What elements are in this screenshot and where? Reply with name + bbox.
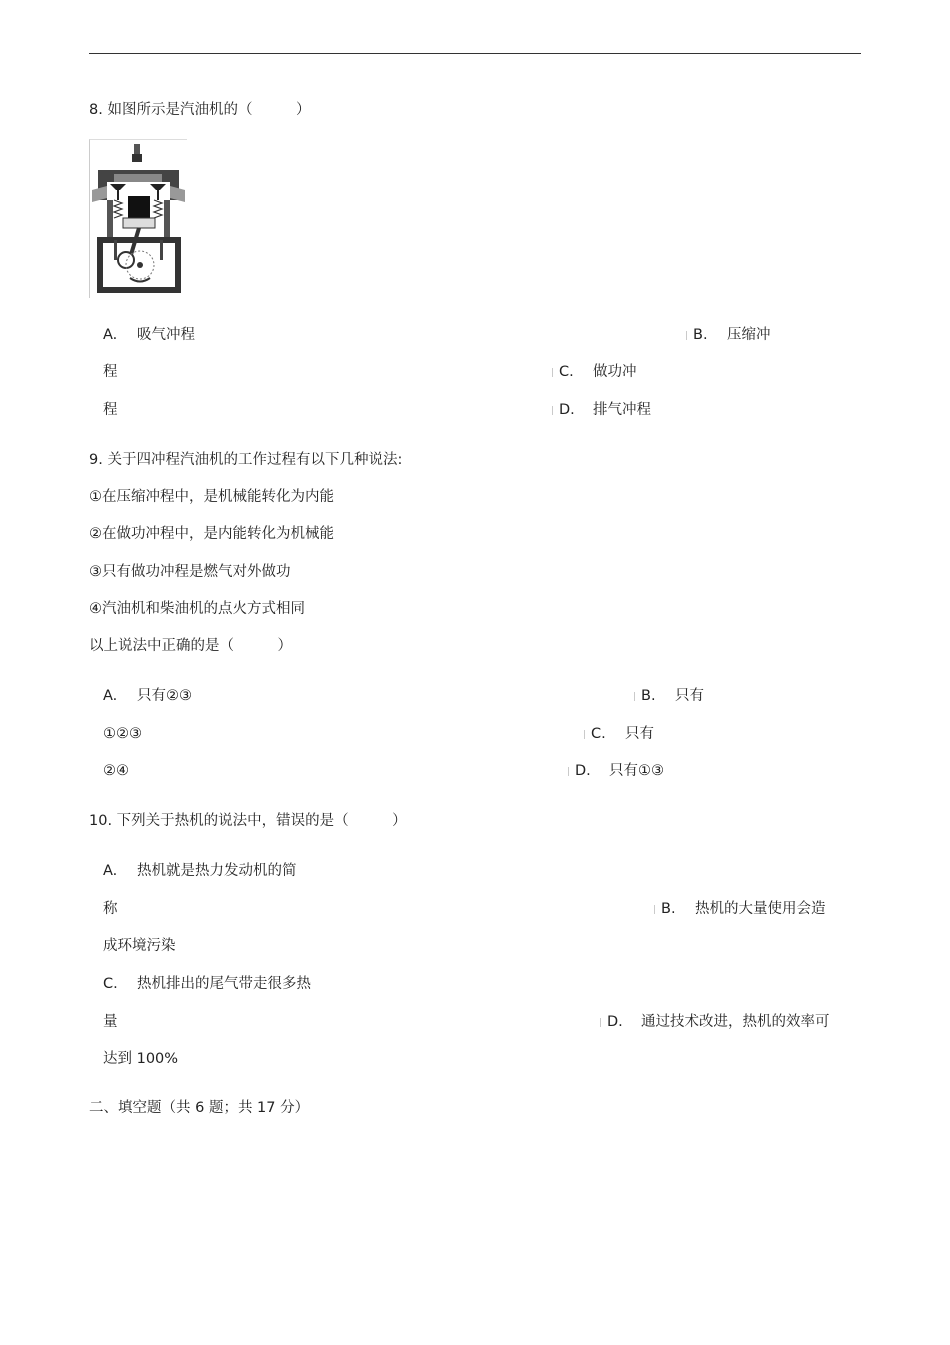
q8-option-d-letter: D. [559, 402, 575, 418]
q9-option-b-letter: B. [641, 688, 656, 704]
q9-option-c-text: 只有 [625, 726, 654, 742]
header-rule [89, 53, 861, 54]
option-marker-icon: | [583, 730, 587, 740]
q9-ask: 以上说法中正确的是（ ） [89, 638, 292, 654]
q9-option-b[interactable] [641, 687, 704, 705]
q10-option-c-cont: 量 [103, 1014, 118, 1030]
q9-option-c-letter: C. [591, 726, 606, 742]
q9-option-c-cont: ②④ [103, 763, 129, 779]
q9-statement-1: ①在压缩冲程中，是机械能转化为内能 [89, 489, 334, 505]
q10-stem: 10. 下列关于热机的说法中，错误的是（ ） [89, 813, 407, 829]
q9-option-a-letter: A. [103, 688, 118, 704]
q10-option-a-letter: A. [103, 863, 118, 879]
q10-option-b-letter: B. [661, 901, 676, 917]
q9-option-b-text: 只有 [675, 688, 704, 704]
engine-diagram-icon [90, 140, 187, 298]
q9-option-d-text: 只有①③ [609, 763, 664, 779]
q8-option-d-text: 排气冲程 [593, 402, 651, 418]
q8-option-c-text: 做功冲 [593, 364, 637, 380]
section-2-title: 二、填空题（共 6 题；共 17 分） [89, 1100, 310, 1116]
option-marker-icon: | [653, 905, 657, 915]
q8-option-c-letter: C. [559, 364, 574, 380]
q9-statement-3: ③只有做功冲程是燃气对外做功 [89, 564, 291, 580]
q10-option-d[interactable] [607, 1013, 830, 1031]
q9-option-d-letter: D. [575, 763, 591, 779]
q8-option-d[interactable] [559, 401, 651, 419]
q10-option-a[interactable] [103, 862, 297, 880]
q9-option-b-cont: ①②③ [103, 726, 142, 742]
option-marker-icon: | [685, 331, 689, 341]
q9-option-d[interactable] [575, 762, 664, 780]
q10-option-c[interactable] [103, 975, 311, 993]
q9-option-a-text: 只有②③ [137, 688, 192, 704]
q8-option-b[interactable] [693, 326, 771, 344]
engine-diagram-figure [89, 139, 187, 298]
q8-option-a-text: 吸气冲程 [137, 327, 195, 343]
q10-option-d-text: 通过技术改进，热机的效率可 [641, 1014, 830, 1030]
q10-option-a-text: 热机就是热力发动机的简 [137, 863, 297, 879]
q8-option-a-letter: A. [103, 327, 118, 343]
q10-option-b[interactable] [661, 900, 826, 918]
q9-option-c[interactable] [591, 725, 654, 743]
q9-option-a[interactable] [103, 687, 192, 705]
q10-option-d-cont: 达到 100% [103, 1051, 179, 1067]
q8-option-c-cont: 程 [103, 402, 118, 418]
option-marker-icon: | [567, 767, 571, 777]
q10-option-a-cont: 称 [103, 901, 118, 917]
q8-option-b-letter: B. [693, 327, 708, 343]
q9-stem: 9. 关于四冲程汽油机的工作过程有以下几种说法: [89, 452, 403, 468]
q8-option-b-text: 压缩冲 [727, 327, 771, 343]
q10-option-c-letter: C. [103, 976, 118, 992]
q9-statement-2: ②在做功冲程中，是内能转化为机械能 [89, 526, 334, 542]
option-marker-icon: | [551, 368, 555, 378]
q10-option-c-text: 热机排出的尾气带走很多热 [137, 976, 311, 992]
q9-statement-4: ④汽油机和柴油机的点火方式相同 [89, 601, 305, 617]
q8-stem: 8. 如图所示是汽油机的（ ） [89, 102, 311, 118]
q8-option-b-cont: 程 [103, 364, 118, 380]
option-marker-icon: | [551, 406, 555, 416]
option-marker-icon: | [599, 1018, 603, 1028]
q10-option-b-text: 热机的大量使用会造 [695, 901, 826, 917]
option-marker-icon: | [633, 692, 637, 702]
q10-option-b-cont: 成环境污染 [103, 938, 176, 954]
q10-option-d-letter: D. [607, 1014, 623, 1030]
q8-option-c[interactable] [559, 363, 637, 381]
q8-option-a[interactable] [103, 326, 195, 344]
